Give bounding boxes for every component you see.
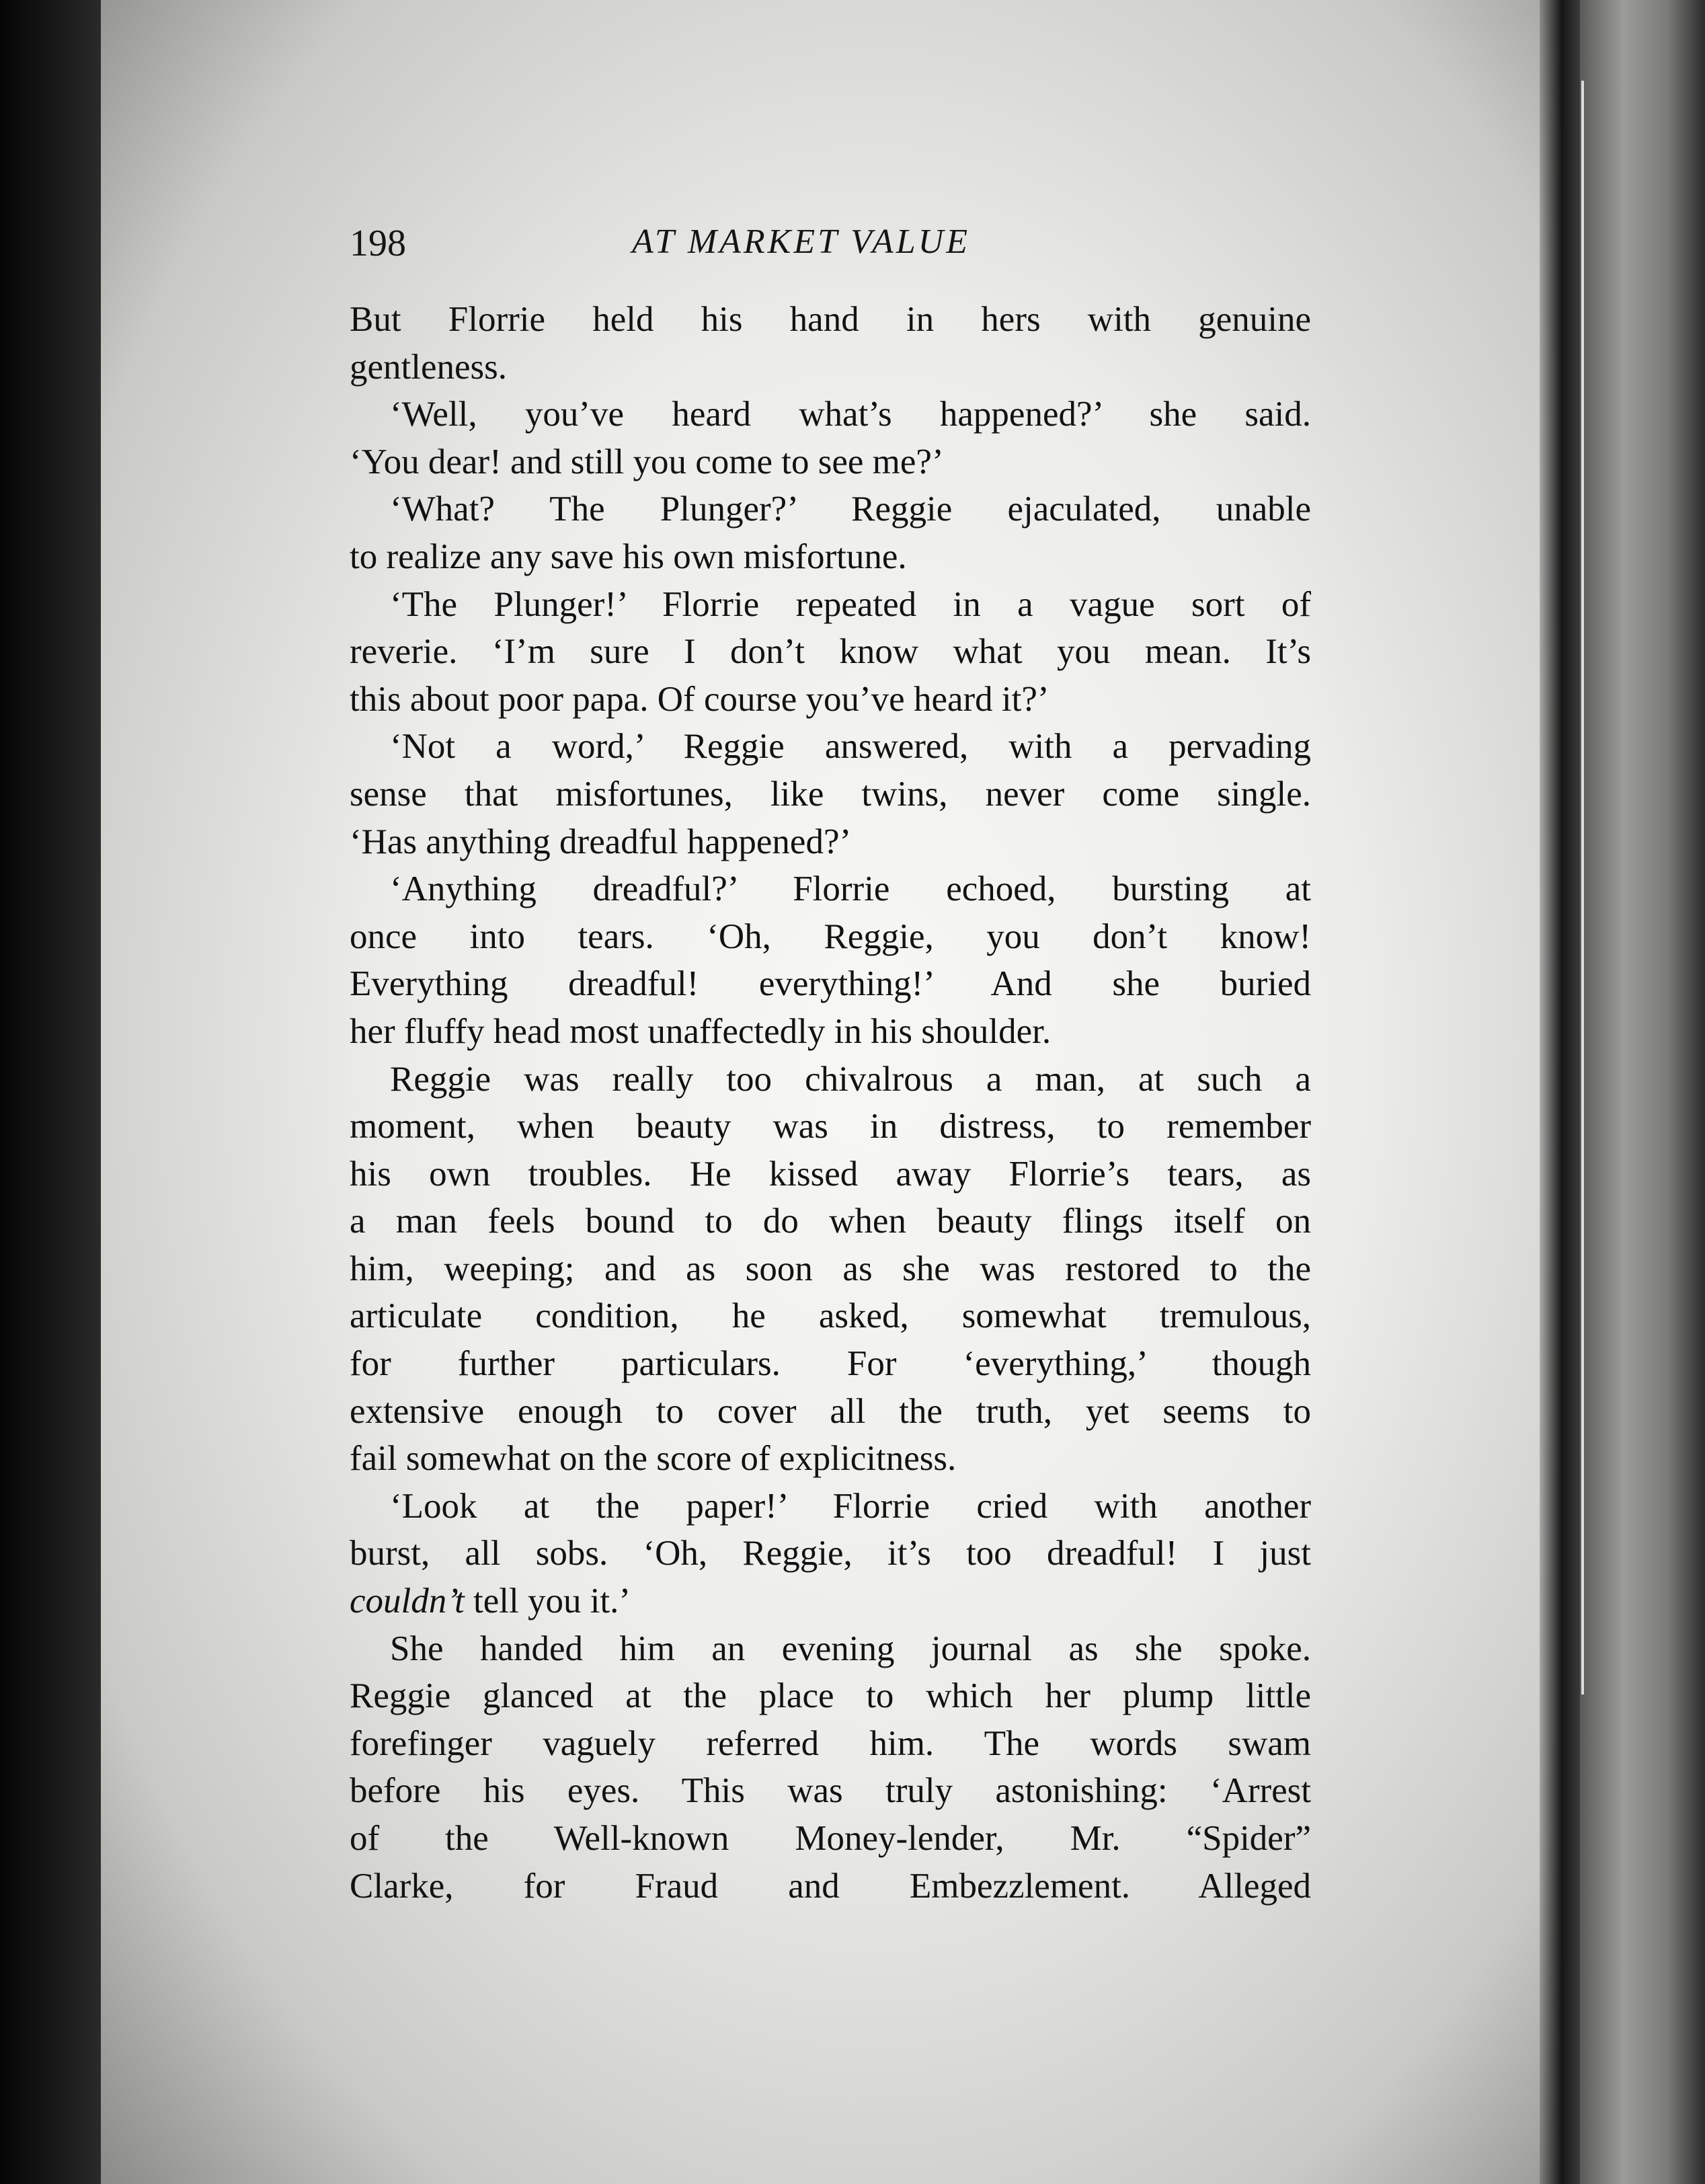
text-line	[350, 628, 1311, 676]
text-line	[350, 1245, 1311, 1293]
text-line	[350, 1625, 1311, 1673]
text-line-content: She handed him an evening journal as she spoke.	[390, 1629, 1311, 1668]
book-spine-shadow	[0, 0, 101, 2184]
text-line	[350, 1767, 1311, 1815]
text-line	[350, 865, 1311, 913]
text-line	[350, 1483, 1311, 1530]
adjacent-page-edge	[1580, 0, 1705, 2184]
text-line-content: moment, when beauty was in distress, to remember	[350, 1107, 1311, 1146]
text-line	[350, 676, 1311, 724]
text-line	[350, 533, 1311, 581]
body-text	[350, 296, 1311, 1910]
text-line	[350, 1388, 1311, 1436]
text-line	[350, 1008, 1311, 1056]
text-line-content: tell you it.’	[473, 1582, 631, 1621]
text-line	[350, 723, 1311, 771]
text-line-content: ‘The Plunger!’ Florrie repeated in a vague sort of	[390, 584, 1311, 624]
emphasized-word: couldn’t	[350, 1582, 465, 1621]
text-line	[350, 485, 1311, 533]
text-line	[350, 296, 1311, 344]
text-line	[350, 1863, 1311, 1910]
text-line-content: ‘What? The Plunger?’ Reggie ejaculated, unable	[390, 490, 1311, 529]
text-line-content: forefinger vaguely referred him. The words swam	[350, 1723, 1311, 1763]
text-line-content: of the Well-known Money-lender, Mr. “Spider”	[350, 1819, 1311, 1858]
text-line-content: But Florrie held his hand in hers with genuine	[350, 300, 1311, 339]
text-line-content: before his eyes. This was truly astonishing: ‘Arrest	[350, 1771, 1311, 1811]
text-line	[350, 1435, 1311, 1483]
text-line-content: this about poor papa. Of course you’ve heard it?’	[350, 679, 1049, 719]
text-line	[350, 438, 1311, 486]
text-line	[350, 1530, 1311, 1577]
text-line-content: Everything dreadful! everything!’ And she buried	[350, 964, 1311, 1004]
text-line	[350, 1672, 1311, 1720]
text-line-content: ‘Look at the paper!’ Florrie cried with another	[390, 1486, 1311, 1526]
text-line-content: Reggie was really too chivalrous a man, at such a	[390, 1059, 1311, 1099]
text-line	[350, 960, 1311, 1008]
text-line-content: sense that misfortunes, like twins, never come single.	[350, 774, 1311, 814]
text-line	[350, 1103, 1311, 1150]
text-line-content: extensive enough to cover all the truth, yet seems to	[350, 1391, 1311, 1431]
text-line	[350, 1815, 1311, 1863]
page-number: 198	[350, 223, 406, 264]
text-line	[350, 1577, 1311, 1625]
text-line	[350, 581, 1311, 629]
text-line-content: Reggie glanced at the place to which her plump little	[350, 1676, 1311, 1716]
text-line	[350, 1720, 1311, 1768]
text-line-content: reverie. ‘I’m sure I don’t know what you mean. It’s	[350, 632, 1311, 672]
text-line-content: ‘Not a word,’ Reggie answered, with a pervading	[390, 727, 1311, 767]
text-line-content: fail somewhat on the score of explicitness.	[350, 1439, 957, 1479]
text-line-content: articulate condition, he asked, somewhat tremulous,	[350, 1296, 1311, 1336]
text-line-content: for further particulars. For ‘everything,’ though	[350, 1344, 1311, 1384]
text-line-content: his own troubles. He kissed away Florrie’s tears, as	[350, 1154, 1311, 1194]
text-line-content: her fluffy head most unaffectedly in his shoulder.	[350, 1011, 1052, 1051]
text-line-content: to realize any save his own misfortune.	[350, 537, 907, 576]
page-edge-highlight	[1581, 81, 1584, 1694]
text-line	[350, 1150, 1311, 1198]
running-head: AT MARKET VALUE	[632, 223, 970, 261]
text-line-content: once into tears. ‘Oh, Reggie, you don’t know!	[350, 916, 1311, 956]
text-line	[350, 1340, 1311, 1388]
text-line	[350, 391, 1311, 438]
page-gutter-shadow	[1540, 0, 1580, 2184]
text-line	[350, 344, 1311, 391]
text-line	[350, 818, 1311, 866]
text-line-content: burst, all sobs. ‘Oh, Reggie, it’s too dreadful! I just	[350, 1534, 1311, 1573]
text-line-content: a man feels bound to do when beauty flings itself on	[350, 1202, 1311, 1241]
text-line	[350, 913, 1311, 961]
text-line	[350, 1198, 1311, 1245]
page-header	[350, 222, 1304, 276]
text-line	[350, 1056, 1311, 1103]
text-line-content: ‘Has anything dreadful happened?’	[350, 822, 852, 861]
text-line-content: ‘Well, you’ve heard what’s happened?’ she said.	[390, 395, 1311, 434]
text-line	[350, 1292, 1311, 1340]
text-line-content: ‘You dear! and still you come to see me?’	[350, 442, 944, 481]
text-line-content: him, weeping; and as soon as she was restored to the	[350, 1249, 1311, 1288]
text-line-content: ‘Anything dreadful?’ Florrie echoed, bursting at	[390, 869, 1311, 909]
text-line	[350, 771, 1311, 818]
text-line-content: Clarke, for Fraud and Embezzlement. Alleged	[350, 1866, 1311, 1906]
text-line-content: gentleness.	[350, 347, 508, 387]
